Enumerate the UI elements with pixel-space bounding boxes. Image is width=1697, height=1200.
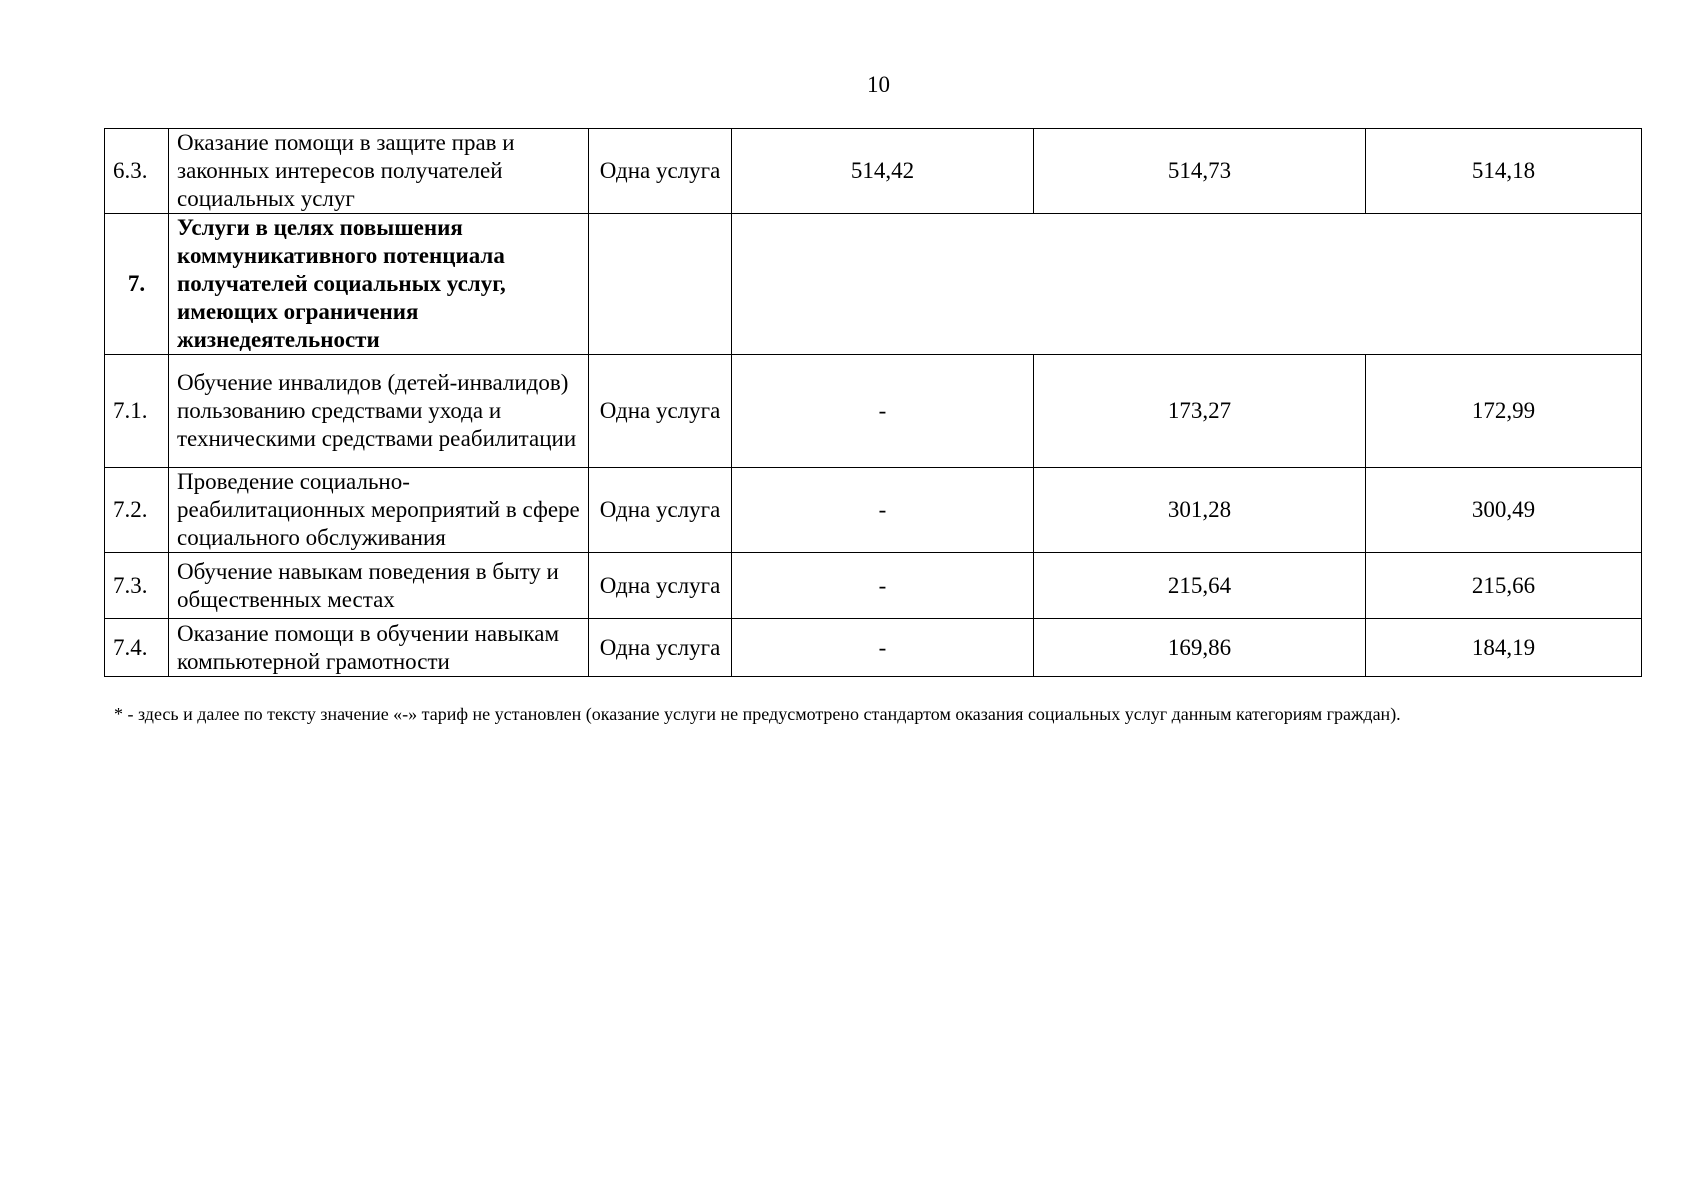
table-row (105, 553, 1642, 619)
tariff-value-1: - (732, 553, 1034, 619)
row-number: 6.3. (105, 129, 169, 214)
tariff-value-2: 173,27 (1034, 355, 1366, 468)
page-number: 10 (867, 72, 890, 97)
tariff-value-1: 514,42 (732, 129, 1034, 214)
tariff-value-2: 215,64 (1034, 553, 1366, 619)
unit-of-measure: Одна услуга (589, 553, 732, 619)
service-name: Обучение навыкам поведения в быту и общественных местах (169, 553, 589, 619)
section-row (105, 214, 1642, 355)
table-row (105, 468, 1642, 553)
service-name: Обучение инвалидов (детей-инвалидов) пользованию средствами ухода и техническими средствами реабилитации (169, 355, 589, 468)
tariff-value-3: 300,49 (1366, 468, 1642, 553)
tariff-table (104, 128, 1642, 677)
row-number: 7.2. (105, 468, 169, 553)
tariff-value-2: 514,73 (1034, 129, 1366, 214)
tariff-value-3: 514,18 (1366, 129, 1642, 214)
service-name: Оказание помощи в обучении навыкам компьютерной грамотности (169, 619, 589, 677)
service-name: Проведение социально-реабилитационных мероприятий в сфере социального обслуживания (169, 468, 589, 553)
unit-of-measure: Одна услуга (589, 619, 732, 677)
row-number: 7.4. (105, 619, 169, 677)
tariff-value-2: 169,86 (1034, 619, 1366, 677)
tariff-value-3: 215,66 (1366, 553, 1642, 619)
unit-of-measure: Одна услуга (589, 468, 732, 553)
unit-of-measure: Одна услуга (589, 355, 732, 468)
row-number: 7.1. (105, 355, 169, 468)
footnote: * - здесь и далее по тексту значение «-» тариф не установлен (оказание услуги не предусмотрено стандартом оказания социальных услуг данным категориям граждан). (114, 704, 1401, 724)
tariff-value-3: 172,99 (1366, 355, 1642, 468)
section-number: 7. (105, 214, 169, 355)
unit-of-measure: Одна услуга (589, 129, 732, 214)
row-number: 7.3. (105, 553, 169, 619)
section-title: Услуги в целях повышения коммуникативного потенциала получателей социальных услуг, имеющих ограничения жизнедеятельности (169, 214, 589, 355)
tariff-value-3: 184,19 (1366, 619, 1642, 677)
service-name: Оказание помощи в защите прав и законных интересов получателей социальных услуг (169, 129, 589, 214)
table-row (105, 129, 1642, 214)
section-values-empty (732, 214, 1642, 355)
tariff-value-1: - (732, 355, 1034, 468)
tariff-value-1: - (732, 468, 1034, 553)
table-row (105, 619, 1642, 677)
unit-of-measure (589, 214, 732, 355)
tariff-value-2: 301,28 (1034, 468, 1366, 553)
table-row (105, 355, 1642, 468)
tariff-value-1: - (732, 619, 1034, 677)
